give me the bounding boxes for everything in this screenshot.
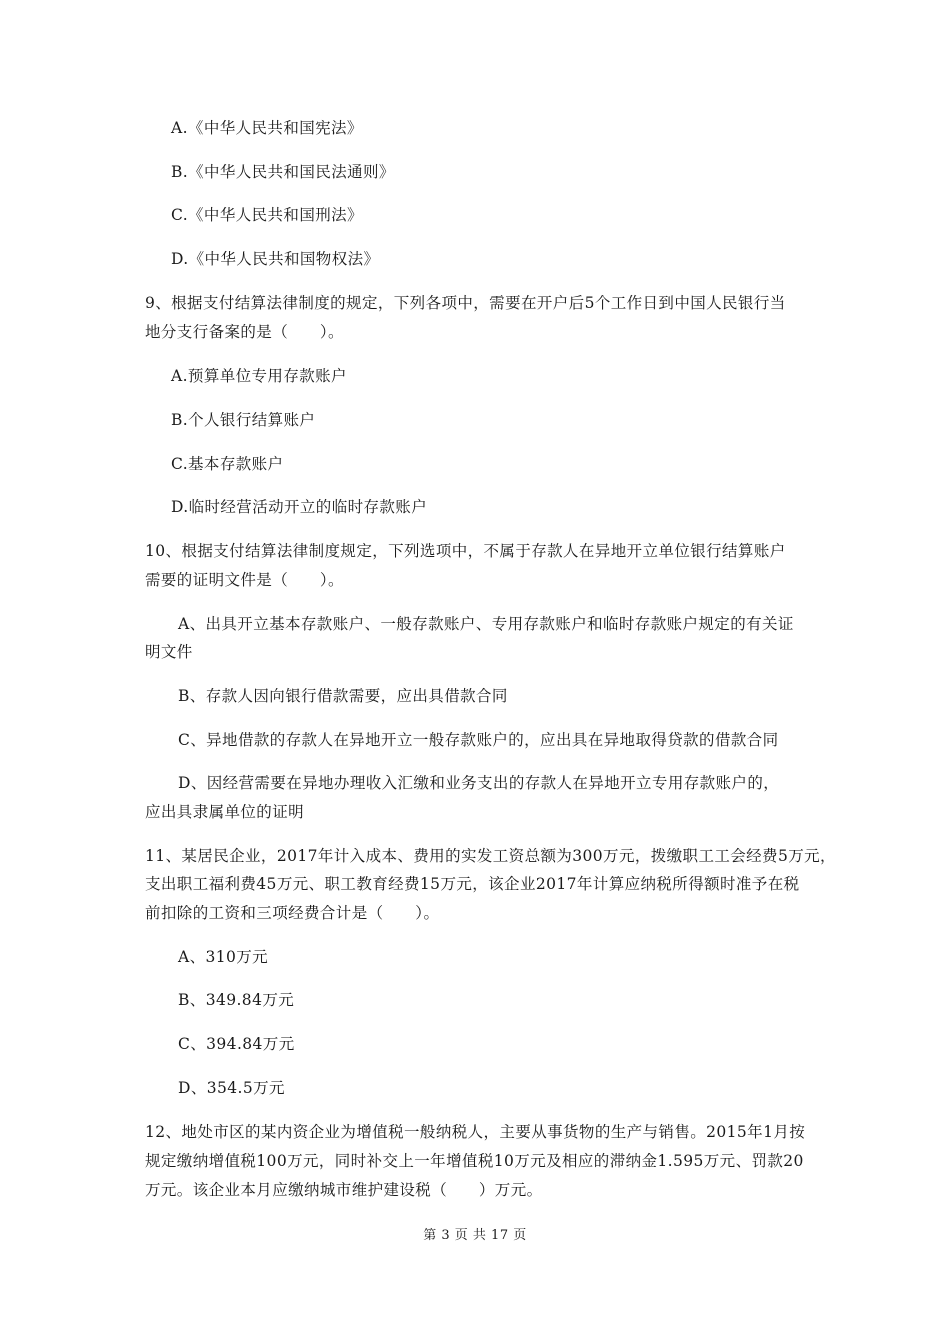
q11-stem-line-1: 11、某居民企业，2017年计入成本、费用的实发工资总额为300万元，拨缴职工工会经费5万元， [145, 847, 836, 865]
q11-option-b: B、349.84万元 [178, 991, 295, 1009]
q11-option-a: A、310万元 [178, 948, 269, 966]
q8-option-a: A.《中华人民共和国宪法》 [171, 119, 363, 137]
q9-option-a: A.预算单位专用存款账户 [171, 367, 347, 385]
q8-option-c: C.《中华人民共和国刑法》 [171, 206, 363, 224]
q9-stem-line-2: 地分支行备案的是（ ）。 [145, 323, 344, 341]
q10-option-d-line-2: 应出具隶属单位的证明 [145, 803, 305, 821]
q11-option-d: D、354.5万元 [178, 1079, 285, 1097]
q11-stem-line-3: 前扣除的工资和三项经费合计是（ ）。 [145, 904, 440, 922]
q10-option-a-line-2: 明文件 [145, 643, 193, 661]
q11-stem-line-2: 支出职工福利费45万元、职工教育经费15万元，该企业2017年计算应纳税所得额时准予在税 [145, 875, 800, 893]
q9-stem-line-1: 9、根据支付结算法律制度的规定，下列各项中，需要在开户后5个工作日到中国人民银行当 [145, 294, 786, 312]
q10-option-d-line-1: D、因经营需要在异地办理收入汇缴和业务支出的存款人在异地开立专用存款账户的， [178, 774, 780, 792]
q9-option-b: B.个人银行结算账户 [171, 411, 316, 429]
q12-stem-line-3: 万元。该企业本月应缴纳城市维护建设税（ ）万元。 [145, 1181, 543, 1199]
q11-option-c: C、394.84万元 [178, 1035, 295, 1053]
q9-option-d: D.临时经营活动开立的临时存款账户 [171, 498, 428, 516]
q10-option-b: B、存款人因向银行借款需要，应出具借款合同 [178, 687, 508, 705]
q10-option-a-line-1: A、出具开立基本存款账户、一般存款账户、专用存款账户和临时存款账户规定的有关证 [178, 615, 794, 633]
q12-stem-line-2: 规定缴纳增值税100万元，同时补交上一年增值税10万元及相应的滞纳金1.595万元、罚款20 [145, 1152, 804, 1170]
q10-stem-line-2: 需要的证明文件是（ ）。 [145, 571, 344, 589]
q8-option-d: D.《中华人民共和国物权法》 [171, 250, 380, 268]
q10-option-c: C、异地借款的存款人在异地开立一般存款账户的，应出具在异地取得贷款的借款合同 [178, 731, 779, 749]
page-number: 第 3 页 共 17 页 [423, 1228, 527, 1243]
q8-option-b: B.《中华人民共和国民法通则》 [171, 163, 395, 181]
q12-stem-line-1: 12、地处市区的某内资企业为增值税一般纳税人，主要从事货物的生产与销售。2015年1月按 [145, 1123, 806, 1141]
q10-stem-line-1: 10、根据支付结算法律制度规定，下列选项中，不属于存款人在异地开立单位银行结算账户 [145, 542, 786, 560]
q9-option-c: C.基本存款账户 [171, 455, 284, 473]
